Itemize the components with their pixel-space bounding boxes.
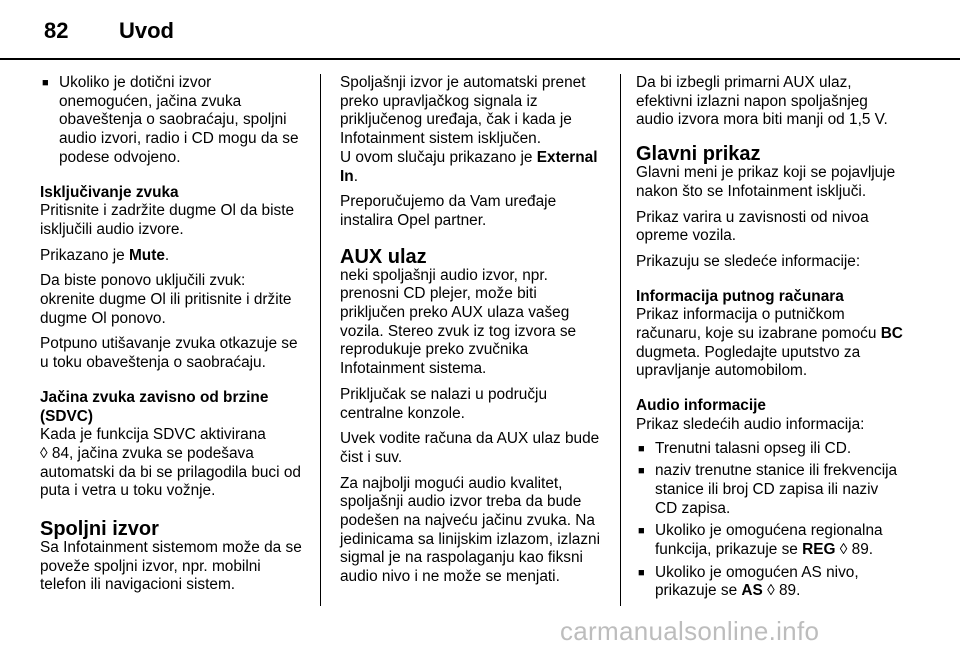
aux-quality-text: Za najbolji mogući audio kvalitet, spoljašnji audio izvor treba da bude podešen na najveću jačinu zvuka. Na jedinicama sa linijskim izlazom, izlazni sigmal je na raspolaganju kao fiksni audio nivo i ne može se menjati. — [340, 474, 601, 586]
sdvc-text: Kada je funkcija SDVC aktivirana ◊ 84, jačina zvuka se podešava automatski da bi se prilagodila buci od puta i vetra u toku vožnje. — [40, 426, 301, 500]
bullet-text: Ukoliko je dotični izvor onemogućen, jačina zvuka obaveštenja o saobraćaju, spoljni audio izvori, radio i CD mogu da se podese odvojeno. — [59, 74, 299, 166]
reg-label: REG — [802, 541, 836, 559]
mute-text: Pritisnite i zadržite dugme Ol da biste isključili audio izvore. — [40, 202, 295, 238]
trip-computer-heading: Informacija putnog računara — [636, 287, 844, 305]
header-rule — [0, 58, 960, 60]
bullet-item — [40, 74, 306, 168]
full-mute-text: Potpuno utišavanje zvuka otkazuje se u toku obaveštenja o saobraćaju. — [40, 335, 298, 372]
aux-clean-text: Uvek vodite računa da AUX ulaz bude čist i suv. — [340, 430, 600, 466]
mute-display-label: Mute — [128, 246, 165, 264]
main-display-heading: Glavni prikaz — [636, 143, 761, 166]
display-info-intro: Prikazuju se sledeće informacije: — [636, 252, 861, 270]
page-header — [0, 0, 960, 60]
list-item: ■ naziv trenutne stanice ili frekvencija stanice ili broj CD zapisa ili naziv CD zapisa. — [638, 462, 898, 517]
display-varies-text: Prikaz varira u zavisnosti od nivoa opreme vozila. — [636, 208, 869, 245]
main-display-text: Glavni meni je prikaz koji se pojavljuje nakon što se Infotainment isključi. — [636, 164, 896, 200]
mute-shown-text: Prikazano je Mute. — [40, 246, 170, 264]
bullet-square-icon: ■ — [638, 465, 645, 478]
install-recommendation-text: Preporučujemo da Vam uređaje instalira Opel partner. — [340, 193, 557, 229]
column-divider-1 — [320, 74, 321, 606]
sdvc-heading: Jačina zvuka zavisno od brzine (SDVC) — [40, 388, 269, 425]
external-in-label: External In — [340, 148, 598, 185]
external-source-heading: Spoljni izvor — [40, 518, 159, 541]
external-auto-text: Spoljašnji izvor je automatski prenet preko upravljačkog signala iz priključenog uređaja, čak i kada je Infotainment sistem isključen. U ovom slučaju prikazano je External In. — [340, 74, 598, 185]
aux-voltage-text: Da bi izbegli primarni AUX ulaz, efektivni izlazni napon spoljašnjeg audio izvora mora biti manji od 1,5 V. — [636, 74, 888, 129]
external-source-text: Sa Infotainment sistemom može da se poveže spoljni izvor, npr. mobilni telefon ili navigacioni sistem. — [40, 539, 302, 594]
bullet-square-icon: ■ — [42, 77, 49, 89]
aux-heading: AUX ulaz — [340, 245, 427, 268]
mute-heading: Isključivanje zvuka — [40, 183, 179, 201]
unmute-text: Da biste ponovo uključili zvuk: okrenite dugme Ol ili pritisnite i držite dugme Ol ponovo. — [40, 272, 292, 327]
watermark: carmanualsonline.info — [560, 616, 820, 646]
column-3 — [636, 74, 904, 605]
bc-button-label: BC — [880, 325, 903, 343]
list-item: ■ Ukoliko je omogućen AS nivo, prikazuje se AS ◊ 89. — [638, 563, 859, 600]
column-divider-2 — [620, 74, 621, 606]
trip-computer-text: Prikaz informacija o putničkom računaru, koje su izabrane pomoću BC dugmeta. Pogledajte uputstvo za upravljanje automobilom. — [636, 306, 903, 380]
bullet-square-icon: ■ — [638, 566, 645, 579]
column-2 — [340, 74, 606, 594]
bullet-square-icon: ■ — [638, 525, 645, 538]
aux-location-text: Priključak se nalazi u području centralne konzole. — [340, 385, 548, 422]
page-title: Uvod — [119, 18, 174, 43]
as-label: AS — [741, 582, 763, 600]
page-number: 82 — [44, 18, 69, 43]
bullet-square-icon: ■ — [638, 442, 645, 455]
list-item: ■ Ukoliko je omogućena regionalna funkcija, prikazuje se REG ◊ 89. — [638, 522, 883, 559]
column-1 — [40, 74, 306, 602]
audio-info-text: Prikaz sledećih audio informacija: — [636, 415, 865, 433]
aux-text: neki spoljašnji audio izvor, npr. prenosni CD plejer, može biti priključen preko AUX ulaza vašeg vozila. Stereo zvuk iz tog izvora se reprodukuje preko zvučnika Infotainment sistema. — [340, 266, 577, 378]
list-item: ■ Trenutni talasni opseg ili CD. — [638, 439, 852, 457]
audio-info-heading: Audio informacije — [636, 397, 766, 415]
